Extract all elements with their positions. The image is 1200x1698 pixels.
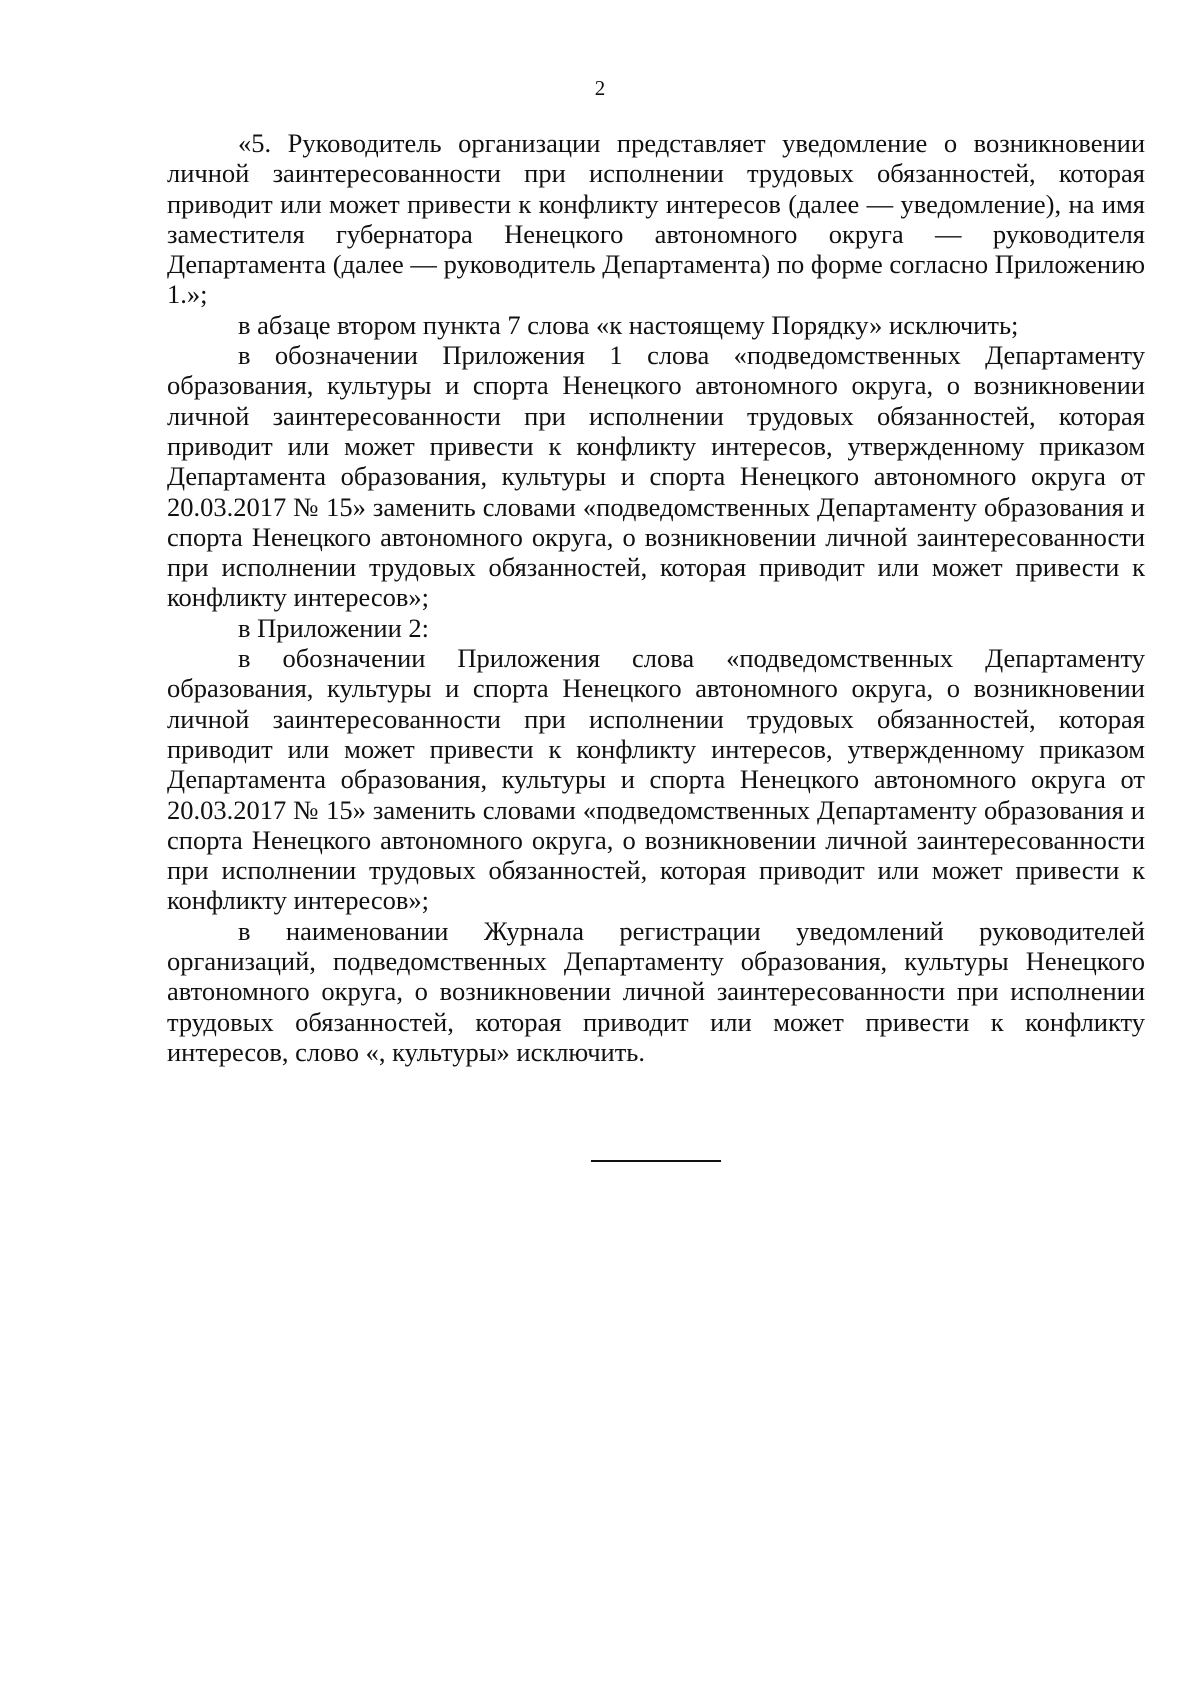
paragraph-appendix-2-heading: в Приложении 2: bbox=[238, 612, 430, 643]
end-separator-line bbox=[591, 1160, 721, 1162]
paragraph-appendix-2-title-amendment: в обозначении Приложения слова «подведомственных Департаменту образования, культуры и спорта Ненецкого автономного округа, о возникновении личной заинтересованности при исполнении трудовых обязанностей, которая приводит или может привести к конфликту интересов, утвержденному приказом Департамента образования, культуры и спорта Ненецкого автономного округа от 20.03.2017 № 15» заменить словами «подведомственных Департаменту образования и спорта Ненецкого автономного округа, о возникновении личной заинтересованности при исполнении трудовых обязанностей, которая приводит или может привести к конфликту интересов»; bbox=[167, 643, 1145, 916]
document-body bbox=[167, 128, 1145, 1067]
paragraph-journal-title-amendment: в наименовании Журнала регистрации уведомлений руководителей организаций, подведомственных Департаменту образования, культуры Ненецкого автономного округа, о возникновении личной заинтересованности при исполнении трудовых обязанностей, которая приводит или может привести к конфликту интересов, слово «, культуры» исключить. bbox=[167, 915, 1145, 1067]
paragraph-item-5-text: «5. Руководитель организации представляет уведомление о возникновении личной заинтересованности при исполнении трудовых обязанностей, которая приводит или может привести к конфликту интересов (далее — уведомление), на имя заместителя губернатора Ненецкого автономного округа — руководителя Департамента (далее — руководитель Департамента) по форме согласно Приложению 1.»; bbox=[167, 128, 1145, 310]
paragraph-appendix-1-title-amendment: в обозначении Приложения 1 слова «подведомственных Департаменту образования, культуры и спорта Ненецкого автономного округа, о возникновении личной заинтересованности при исполнении трудовых обязанностей, которая приводит или может привести к конфликту интересов, утвержденному приказом Департамента образования, культуры и спорта Ненецкого автономного округа от 20.03.2017 № 15» заменить словами «подведомственных Департаменту образования и спорта Ненецкого автономного округа, о возникновении личной заинтересованности при исполнении трудовых обязанностей, которая приводит или может привести к конфликту интересов»; bbox=[167, 340, 1145, 613]
paragraph-item-7-amendment: в абзаце втором пункта 7 слова «к настоящему Порядку» исключить; bbox=[238, 309, 1019, 340]
page-number: 2 bbox=[594, 76, 606, 100]
